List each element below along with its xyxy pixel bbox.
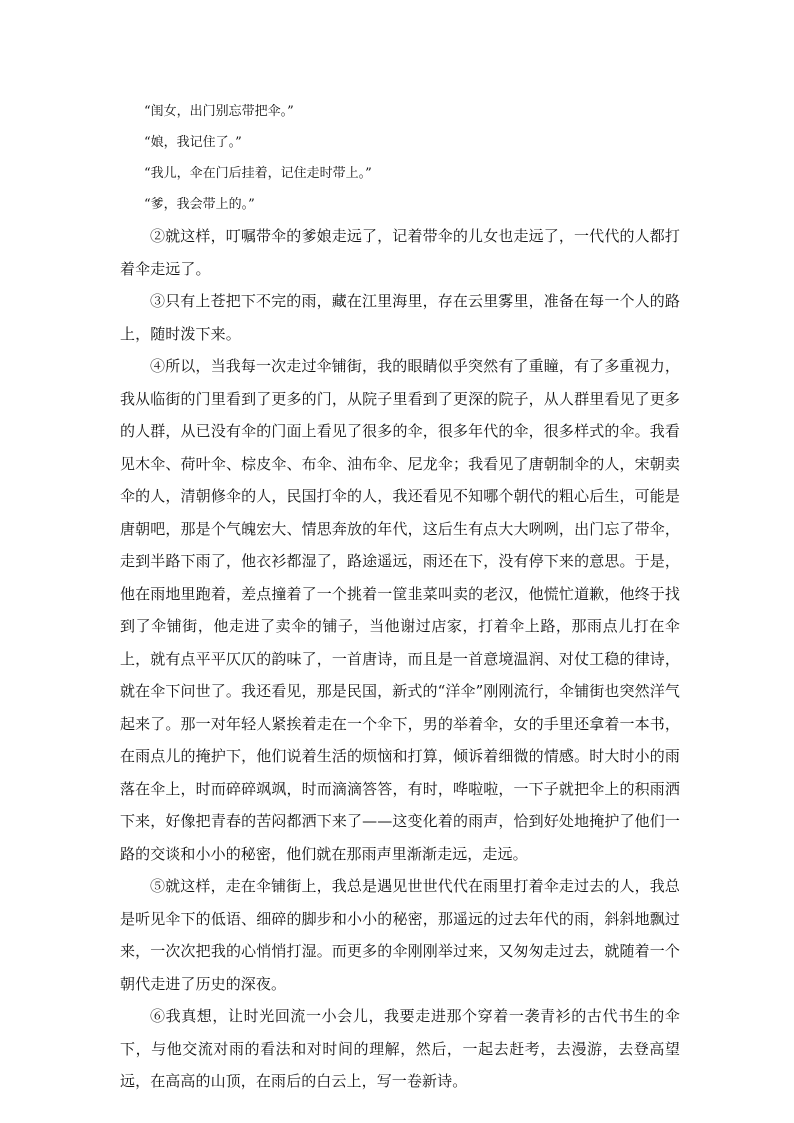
paragraph-4: ④所以，当我每一次走过伞铺街，我的眼睛似乎突然有了重瞳，有了多重视力，我从临街的门里看到了更多的门，从院子里看到了更深的院子，从人群里看见了更多的人群，从已没有伞的门面上看见了很多的伞，很多年代的伞，很多样式的伞。我看见木伞、荷叶伞、棕皮伞、布伞、油布伞、尼龙伞；我看见了唐朝制伞的人，宋朝卖伞的人，清朝修伞的人，民国打伞的人，我还看见不知哪个朝代的粗心后生，可能是唐朝吧，那是个气魄宏大、情思奔放的年代，这后生有点大大咧咧，出门忘了带伞，走到半路下雨了，他衣衫都湿了，路途遥远，雨还在下，没有停下来的意思。于是，他在雨地里跑着，差点撞着了一个挑着一筐韭菜叫卖的老汉，他慌忙道歉，他终于找到了伞铺街，他走进了卖伞的铺子，当他谢过店家，打着伞上路，那雨点儿打在伞上，就有点平平仄仄的韵味了，一首唐诗，而且是一首意境温润、对仗工稳的律诗，就在伞下问世了。我还看见，那是民国，新式的“洋伞”刚刚流行，伞铺街也突然洋气起来了。那一对年轻人紧挨着走在一个伞下，男的举着伞，女的手里还拿着一本书，在雨点儿的掩护下，他们说着生活的烦恼和打算，倾诉着细微的情感。时大时小的雨落在伞上，时而碎碎飒飒，时而滴滴答答，有时，哗啦啦，一下子就把伞上的积雨洒下来，好像把青春的苦闷都洒下来了——这变化着的雨声，恰到好处地掩护了他们一路的交谈和小小的秘密，他们就在那雨声里渐渐走远，走远。 [120,357,680,863]
dialogue-line: “我儿，伞在门后挂着，记住走时带上。” [144,166,372,181]
paragraph-3: ③只有上苍把下不完的雨，藏在江里海里，存在云里雾里，准备在每一个人的路上，随时泼下来。 [120,292,680,343]
essay-body [120,96,680,1098]
dialogue-line: “爹，我会带上的。” [144,197,255,212]
paragraph-2: ②就这样，叮嘱带伞的爹娘走远了，记着带伞的儿女也走远了，一代代的人都打着伞走远了。 [120,227,680,278]
dialogue-line: “娘，我记住了。” [144,135,242,150]
paragraph-5: ⑤就这样，走在伞铺街上，我总是遇见世世代代在雨里打着伞走过去的人，我总是听见伞下的低语、细碎的脚步和小小的秘密，那遥远的过去年代的雨，斜斜地飘过来，一次次把我的心悄悄打湿。而更多的伞刚刚举过来，又匆匆走过去，就随着一个朝代走进了历史的深夜。 [120,877,680,993]
dialogue-group [120,96,680,220]
dialogue-line: “闺女，出门别忘带把伞。” [144,104,294,119]
paragraph-6: ⑥我真想，让时光回流一小会儿，我要走进那个穿着一袭青衫的古代书生的伞下，与他交流对雨的看法和对时间的理解，然后，一起去赶考，去漫游，去登高望远，在高高的山顶，在雨后的白云上，写一卷新诗。 [120,1007,680,1090]
